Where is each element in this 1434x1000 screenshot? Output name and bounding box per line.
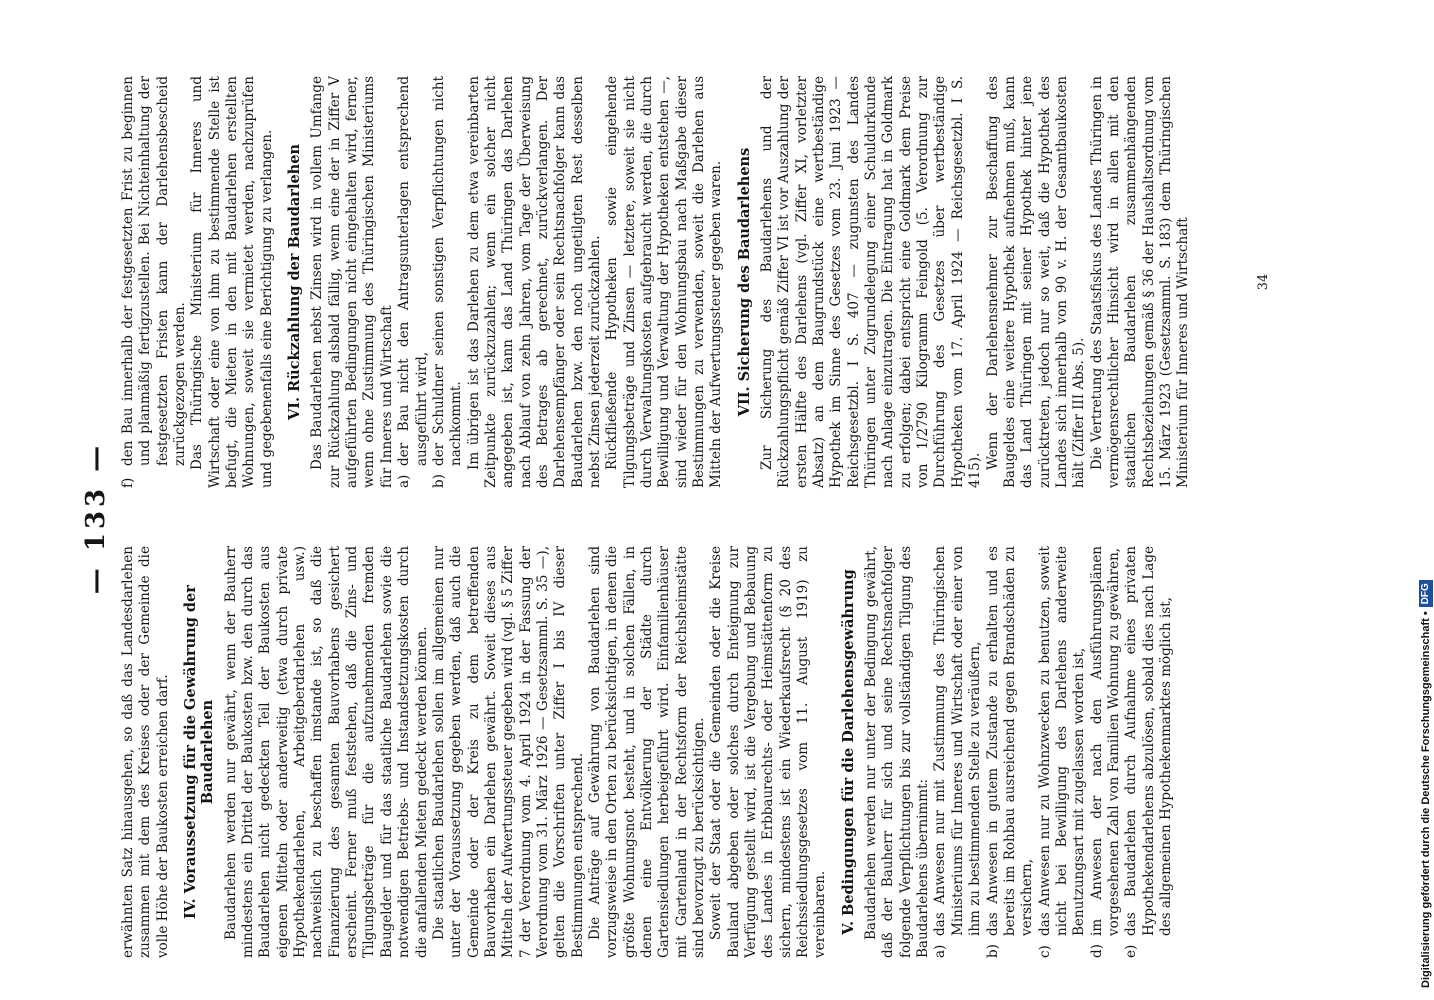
dfg-credit (1418, 0, 1434, 994)
list-item-text: im Anwesen der nach den Ausführungsplänen vorgesehenen Zahl von Familien Wohnung zu gewähren, (1088, 546, 1122, 936)
list-item (396, 76, 431, 488)
intro-paragraph: erwähnten Satz hinausgehen, so daß das Landesdarlehen zusammen mit dem des Kreises oder der Gemeinde die volle Höhe der Baukosten erreichen darf. (120, 546, 171, 958)
list-item-text: der Bau nicht den Antragsunterlagen entsprechend ausgeführt wird, (396, 76, 430, 466)
list-item-text: das Anwesen nur mit Zustimmung des Thüringischen Ministeriums für Inneres und Wirtschaft oder einer von ihm zu bestimmenden Stelle zu veräußern, (932, 546, 984, 936)
section-v-intro: Baudarlehen werden nur unter der Bedingung gewährt, daß der Bauherr für sich und seine Rechtsnachfolger folgende Verpflichtungen bis zur vollständigen Tilgung des Baudarlehens übernimmt: (863, 546, 932, 958)
left-column (120, 546, 1175, 958)
rotated-page-content (78, 78, 1288, 958)
list-item (932, 546, 984, 958)
section-vi-intro: Das Baudarlehen nebst Zinsen wird in vollem Umfange zur Rückzahlung alsbald fällig, wenn eine der in Ziffer V aufgeführten Bedingungen nicht eingehalten wird, ferner, wenn ohne Zustimmung des Thüringischen Ministeriums für Inneres und Wirtschaft (309, 76, 395, 488)
list-item (1037, 546, 1089, 958)
list-item-label: c) (1036, 945, 1053, 958)
section-vi-paragraph: Im übrigen ist das Darlehen zu dem etwa vereinbarten Zeitpunkte zurückzuzahlen; wenn ein solcher nicht angegeben ist, kann das Land Thüringen das Darlehen nach Ablauf von zehn Jahren, vom Tage der Überweisung des Betrages ab gerechnet, zurückverlangen. Der Darlehensempfänger oder sein Rechtsnachfolger kann das Baudarlehen bzw. den noch ungetilgten Rest desselben nebst Zinsen jederzeit zurückzahlen. (465, 76, 603, 488)
list-item-label: b) (430, 474, 447, 488)
list-item-label: f) (120, 477, 136, 488)
section-vii-heading: VII. Sicherung des Baudarlehens (735, 147, 753, 417)
section-vii-paragraph: Zur Sicherung des Baudarlehens und der Rückzahlungspflicht gemäß Ziffer VI ist vor Auszahlung der ersten Hälfte des Darlehens (vgl. Ziffer XI, vorletzter Absatz) an dem Baugrundstück eine wertbeständige Hypothek im Sinne des Gesetzes vom 23. Juni 1923 — Reichsgesetzbl. I S. 407 — zugunsten des Landes Thüringen unter Zugrundelegung einer Schuldurkunde nach Anlage einzutragen. Die Eintragung hat in Goldmark zu erfolgen; dabei entspricht eine Goldmark dem Preise von 1/2790 Kilogramm Feingold (5. Verordnung zur Durchführung des Gesetzes über wertbeständige Hypotheken vom 17. April 1924 — Reichsgesetzbl. I S. 415). (759, 76, 984, 488)
list-item (1123, 546, 1175, 958)
dfg-logo: DFG (1419, 580, 1433, 607)
section-vii-paragraph: Wenn der Darlehensnehmer zur Beschaffung des Baugeldes eine weitere Hypothek aufnehmen muß, kann das Land Thüringen mit seiner Hypothek hinter jene zurücktreten, jedoch nur so weit, daß die Hypothek des Landes sich innerhalb von 90 v. H. der Gesamtbaukosten hält (Ziffer III Abs. 5). (984, 76, 1088, 488)
list-item-text: der Schuldner seinen sonstigen Verpflichtungen nicht nachkommt. (430, 76, 465, 466)
list-item-label: b) (984, 944, 1001, 958)
credit-text: Digitalisierung gefördert durch die Deutsche Forschungsgemeinschaft • (1420, 611, 1432, 988)
list-item (431, 76, 466, 488)
right-column (120, 76, 1193, 488)
list-item-text: den Bau innerhalb der festgesetzten Frist zu beginnen und planmäßig fertigzustellen. Bei Nichteinhaltung der festgesetzten Fristen kann der Darlehensbescheid zurückgezogen werden. (120, 76, 189, 466)
list-item (985, 546, 1037, 958)
list-item-text: das Anwesen in gutem Zustande zu erhalten und es bereits im Rohbau ausreichend gegen Brandschäden zu versichern, (984, 546, 1036, 936)
section-iv-heading: IV. Voraussetzung für die Gewährung der Baudarlehen (182, 585, 217, 919)
section-iv-paragraph: Die staatlichen Baudarlehen sollen im allgemeinen nur unter der Voraussetzung gegeben werden, daß auch die Gemeinde oder der Kreis zu dem betreffenden Bauvorhaben ein Darlehen gewährt. Soweit dieses aus Mitteln der Aufwertungssteuer gegeben wird (vgl. § 5 Ziffer 7 der Verordnung vom 4. April 1924 in der Fassung der Verordnung vom 31. März 1926 — Gesetzsamml. S. 35 —), gelten die Vorschriften unter Ziffer I bis IV dieser Bestimmungen entsprechend. (430, 546, 586, 958)
list-item (1089, 546, 1124, 958)
list-item-label: d) (1088, 944, 1105, 958)
list-item-label: a) (932, 944, 949, 958)
page-header (78, 78, 114, 958)
ministry-paragraph: Das Thüringische Ministerium für Inneres und Wirtschaft oder eine von ihm zu bestimmende Stelle ist befugt, die Mieten in den mit Baudarlehen erstellten Wohnungen, soweit sie vermietet werden, nachzuprüfen und gegebenenfalls eine Berichtigung zu verlangen. (189, 76, 275, 488)
page-number-header: — 133 — (81, 441, 111, 595)
section-vi-paragraph: Rückfließende Hypotheken sowie eingehende Tilgungsbeträge und Zinsen — letztere, soweit sie nicht durch Verwaltungskosten aufgebraucht werden, die durch Bewilligung und Verwaltung der Hypotheken entstehen —, sind wieder für den Wohnungsbau nach Maßgabe dieser Bestimmungen zu verwenden, soweit die Darlehen aus Mitteln der Aufwertungssteuer gegeben waren. (604, 76, 725, 488)
section-iv-paragraph: Baudarlehen werden nur gewährt, wenn der Bauherr mindestens ein Drittel der Baukosten bzw. den durch das Baudarlehen nicht gedeckten Teil der Baukosten aus eigenen Mitteln oder anderweitig (etwa durch private Hypothekendarlehen, Arbeitgeberdarlehen usw.) nachweislich zu beschaffen imstande ist, so daß die Finanzierung des gesamten Bauvorhabens gesichert erscheint. Ferner muß feststehen, daß die Zins- und Tilgungsbeträge für die aufzunehmenden fremden Baugelder und für das staatliche Baudarlehen sowie die notwendigen Betriebs- und Instandsetzungskosten durch die anfallenden Mieten gedeckt werden können. (222, 546, 430, 958)
list-item-text: das Anwesen nur zu Wohnzwecken zu benutzen, soweit nicht bei Bewilligung des Darlehens anderweite Benutzungsart mit zugelassen worden ist, (1036, 546, 1088, 936)
section-vii-paragraph: Die Vertretung des Staatsfiskus des Landes Thüringen in vermögensrechtlicher Hinsicht wird in allen mit den staatlichen Baudarlehen zusammenhängenden Rechtsbeziehungen gemäß § 36 der Haushaltsordnung vom 15. März 1923 (Gesetzsamml. S. 183) dem Thüringischen Ministerium für Inneres und Wirtschaft (1088, 76, 1192, 488)
list-item-label: e) (1123, 944, 1140, 958)
section-vi-heading: VI. Rückzahlung der Baudarlehen (286, 144, 304, 421)
section-iv-paragraph: Soweit der Staat oder die Gemeinden oder die Kreise Bauland abgeben oder solches durch Enteignung zur Verfügung gestellt wird, ist die Vergebung und Bebauung des Landes in Erbbaurechts- oder Heimstättenform zu sichern, mindestens ist ein Wiederkaufsrecht (§ 20 des Reichssiedlungsgesetzes vom 11. August 1919) zu vereinbaren. (708, 546, 829, 958)
section-v-heading: V. Bedingungen für die Darlehensgewährung (839, 569, 857, 935)
section-iv-paragraph: Die Anträge auf Gewährung von Baudarlehen sind vorzugsweise in den Orten zu berücksichtigen, in denen die größte Wohnungsnot besteht, und in solchen Fällen, in denen eine Entvölkerung der Städte durch Gartensiedlungen herbeigeführt wird. Einfamilienhäuser mit Gartenland in der Rechtsform der Reichsheimstätte sind bevorzugt zu berücksichtigen. (586, 546, 707, 958)
list-item-label: a) (396, 474, 413, 488)
list-item-text: das Baudarlehen durch Aufnahme eines privaten Hypothekendarlehens abzulösen, sobald dies nach Lage des allgemeinen Hypothekenmarktes möglich ist, (1123, 546, 1174, 936)
list-item (120, 76, 189, 488)
footer-page-number: 34 (1256, 273, 1271, 291)
